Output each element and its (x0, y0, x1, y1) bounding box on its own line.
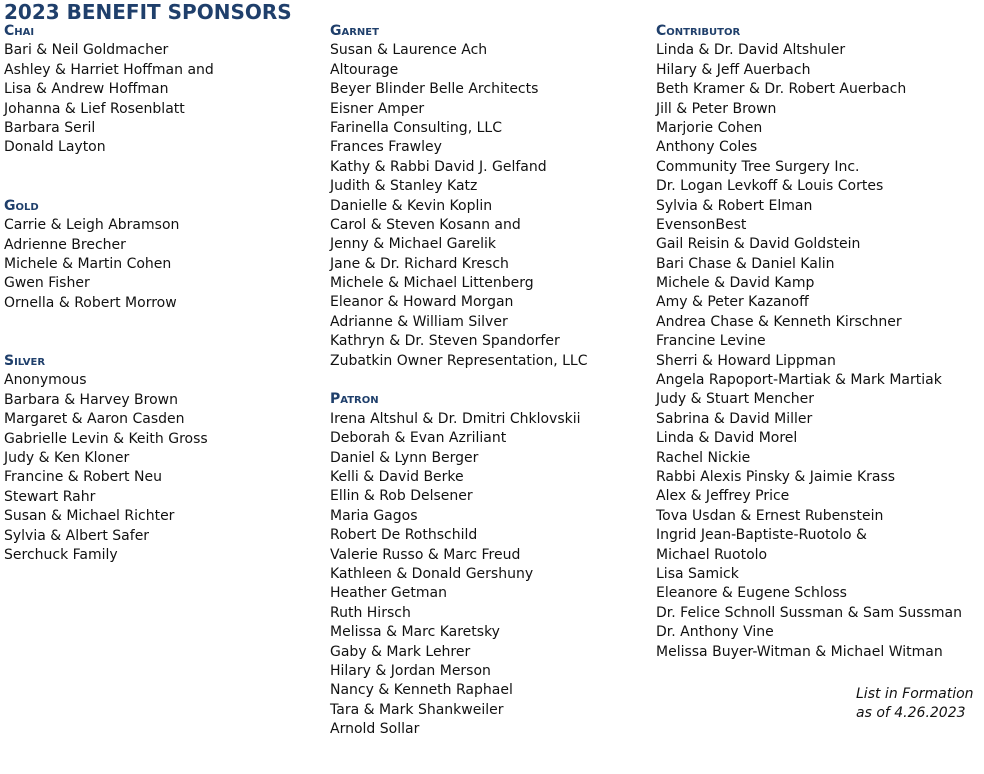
page-title: 2023 BENEFIT SPONSORS (4, 0, 292, 24)
section-heading: Patron (330, 391, 379, 408)
sponsor-name: Eleanor & Howard Morgan (330, 294, 514, 311)
sponsor-name: Lisa Samick (656, 565, 739, 582)
sponsor-name: Linda & David Morel (656, 430, 798, 447)
sponsor-name: Eisner Amper (330, 100, 425, 117)
column-right (656, 22, 976, 662)
sponsor-name: Hilary & Jordan Merson (330, 662, 491, 679)
sponsor-name: Farinella Consulting, LLC (330, 119, 502, 136)
sponsor-name: Valerie Russo & Marc Freud (330, 546, 521, 563)
sponsor-name: Anthony Coles (656, 139, 758, 156)
sponsor-name: Marjorie Cohen (656, 119, 763, 136)
sponsor-name: Michele & Michael Littenberg (330, 275, 534, 292)
sponsor-name: Kathy & Rabbi David J. Gelfand (330, 158, 547, 175)
section-chai (4, 22, 324, 158)
sponsor-name: Rabbi Alexis Pinsky & Jaimie Krass (656, 468, 896, 485)
sponsor-name: Michele & David Kamp (656, 275, 815, 292)
sponsor-name: Barbara & Harvey Brown (4, 391, 178, 408)
sponsor-name: Gail Reisin & David Goldstein (656, 236, 861, 253)
sponsor-name: Gaby & Mark Lehrer (330, 643, 471, 660)
sponsor-name: Sabrina & David Miller (656, 410, 813, 427)
sponsor-name: Kathryn & Dr. Steven Spandorfer (330, 333, 560, 350)
sponsor-name: Serchuck Family (4, 546, 118, 563)
sponsor-name: Stewart Rahr (4, 488, 96, 505)
sponsor-name: Tova Usdan & Ernest Rubenstein (656, 507, 884, 524)
sponsor-name: Lisa & Andrew Hoffman (4, 81, 169, 98)
section-heading: Chai (4, 23, 35, 39)
name-list (330, 41, 650, 371)
sponsor-name: Jane & Dr. Richard Kresch (330, 255, 509, 272)
sponsor-name: Maria Gagos (330, 507, 418, 524)
sponsor-name: Jenny & Michael Garelik (330, 236, 497, 253)
sponsor-name: Kelli & David Berke (330, 468, 464, 485)
sponsor-name: Daniel & Lynn Berger (330, 449, 479, 466)
sponsor-name: Linda & Dr. David Altshuler (656, 42, 846, 59)
sponsor-name: Ingrid Jean-Baptiste-Ruotolo & (656, 527, 867, 544)
sponsor-name: Dr. Anthony Vine (656, 624, 774, 641)
sponsor-name: Ashley & Harriet Hoffman and (4, 61, 214, 78)
sponsor-name: Rachel Nickie (656, 449, 751, 466)
sponsor-name: Judy & Ken Kloner (4, 450, 130, 467)
sponsor-name: Ellin & Rob Delsener (330, 488, 473, 505)
sponsor-name: Johanna & Lief Rosenblatt (4, 100, 185, 117)
sponsor-name: Michele & Martin Cohen (4, 255, 172, 272)
section-gold (4, 197, 324, 313)
sponsor-name: Zubatkin Owner Representation, LLC (330, 352, 588, 369)
sponsor-name: Melissa & Marc Karetsky (330, 624, 500, 641)
sponsor-name: Judith & Stanley Katz (330, 178, 478, 195)
sponsor-name: Heather Getman (330, 585, 447, 602)
sponsor-name: Ornella & Robert Morrow (4, 294, 177, 311)
column-middle (330, 22, 650, 739)
sponsor-name: Amy & Peter Kazanoff (656, 294, 809, 311)
name-list (656, 41, 976, 662)
sponsor-name: Robert De Rothschild (330, 527, 478, 544)
sponsor-name: Eleanore & Eugene Schloss (656, 585, 847, 602)
name-list (330, 410, 650, 740)
list-in-formation-note (856, 685, 974, 723)
sponsor-name: Altourage (330, 61, 399, 78)
sponsor-name: Gwen Fisher (4, 275, 90, 292)
section-heading: Contributor (656, 23, 741, 39)
note-line: List in Formation (856, 686, 974, 702)
sponsor-name: Community Tree Surgery Inc. (656, 158, 860, 175)
sponsor-name: Melissa Buyer-Witman & Michael Witman (656, 643, 943, 660)
sponsor-name: Sherri & Howard Lippman (656, 352, 836, 369)
sponsor-name: Beyer Blinder Belle Architects (330, 81, 539, 98)
sponsor-name: Susan & Laurence Ach (330, 42, 488, 59)
sponsor-name: Judy & Stuart Mencher (656, 391, 815, 408)
section-silver (4, 352, 324, 565)
sponsor-name: Bari Chase & Daniel Kalin (656, 255, 835, 272)
sponsor-name: Francine & Robert Neu (4, 469, 162, 486)
sponsor-name: Adrienne Brecher (4, 236, 126, 253)
sponsor-name: Irena Altshul & Dr. Dmitri Chklovskii (330, 410, 581, 427)
section-contributor (656, 22, 976, 662)
sponsor-name: Nancy & Kenneth Raphael (330, 682, 513, 699)
sponsor-name: Hilary & Jeff Auerbach (656, 61, 811, 78)
sponsor-name: Beth Kramer & Dr. Robert Auerbach (656, 81, 907, 98)
section-heading: Gold (4, 197, 39, 214)
sponsor-name: Arnold Sollar (330, 721, 420, 738)
section-heading: Garnet (330, 23, 379, 39)
sponsor-name: Ruth Hirsch (330, 604, 411, 621)
section-patron (330, 390, 650, 739)
sponsor-name: Gabrielle Levin & Keith Gross (4, 430, 208, 447)
sponsor-name: Margaret & Aaron Casden (4, 411, 185, 428)
sponsor-name: Michael Ruotolo (656, 546, 768, 563)
sponsor-name: Donald Layton (4, 139, 106, 156)
sponsor-name: Bari & Neil Goldmacher (4, 42, 169, 59)
column-left (4, 22, 324, 565)
sponsor-name: Barbara Seril (4, 119, 96, 136)
sponsor-name: Danielle & Kevin Koplin (330, 197, 493, 214)
sponsor-name: Carol & Steven Kosann and (330, 216, 521, 233)
sponsor-name: Angela Rapoport-Martiak & Mark Martiak (656, 372, 942, 389)
sponsor-name: EvensonBest (656, 216, 747, 233)
sponsor-name: Dr. Felice Schnoll Sussman & Sam Sussman (656, 604, 962, 621)
name-list (4, 371, 324, 565)
note-line: as of 4.26.2023 (856, 705, 966, 721)
sponsor-name: Sylvia & Robert Elman (656, 197, 813, 214)
sponsor-name: Francine Levine (656, 333, 766, 350)
sponsor-name: Deborah & Evan Azriliant (330, 430, 507, 447)
sponsor-name: Carrie & Leigh Abramson (4, 217, 180, 234)
sponsor-name: Jill & Peter Brown (656, 100, 777, 117)
sponsor-name: Alex & Jeffrey Price (656, 488, 790, 505)
section-heading: Silver (4, 353, 46, 370)
name-list (4, 216, 324, 313)
sponsor-name: Kathleen & Donald Gershuny (330, 565, 534, 582)
sponsor-name: Adrianne & William Silver (330, 313, 508, 330)
sponsor-name: Dr. Logan Levkoff & Louis Cortes (656, 178, 884, 195)
sponsor-name: Anonymous (4, 372, 87, 389)
sponsor-name: Sylvia & Albert Safer (4, 527, 150, 544)
name-list (4, 41, 324, 157)
sponsor-name: Frances Frawley (330, 139, 442, 156)
sponsor-name: Tara & Mark Shankweiler (330, 701, 504, 718)
sponsor-name: Andrea Chase & Kenneth Kirschner (656, 313, 902, 330)
section-garnet (330, 22, 650, 371)
sponsor-name: Susan & Michael Richter (4, 508, 175, 525)
